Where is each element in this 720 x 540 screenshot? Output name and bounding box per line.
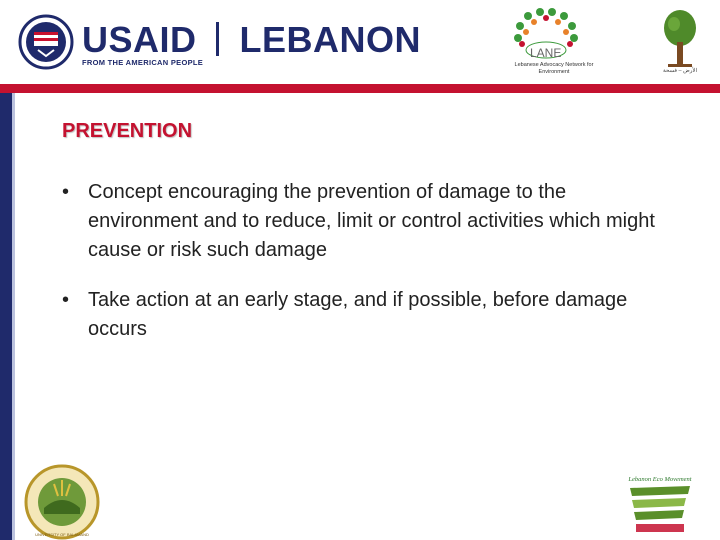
lane-subtitle: Lebanese Advocacy Network for Environment [514, 62, 594, 75]
header-red-bar [0, 84, 720, 93]
usaid-word: USAID [82, 19, 197, 60]
tree-logo-icon [656, 6, 704, 76]
bullet-text: Take action at an early stage, and if possible, before damage occurs [88, 289, 628, 340]
wordmark-separator [216, 22, 219, 56]
bullet-marker: • [62, 181, 70, 203]
bullet-item [62, 178, 662, 265]
bullet-text: Concept encouraging the prevention of damage to the environment and to reduce, limit or control activities which might cause or risk such damage [88, 181, 655, 261]
usaid-seal-icon [16, 14, 76, 70]
left-navy-bar [0, 93, 12, 540]
eco-movement-logo-icon [622, 472, 698, 538]
bullet-list [62, 178, 662, 365]
eco-movement-name: Lebanon Eco Movement [628, 476, 692, 483]
lebanon-word: LEBANON [239, 19, 422, 60]
bullet-item [62, 286, 662, 344]
slide-heading: PREVENTION [62, 120, 193, 142]
uob-name: UNIVERSITY OF BALAMAND [35, 532, 89, 537]
bullet-marker: • [62, 289, 70, 311]
left-bar-shadow [12, 93, 15, 540]
lane-name: LANE [530, 46, 562, 60]
usaid-lebanon-wordmark [82, 20, 421, 60]
header-band [0, 0, 720, 84]
university-of-balamand-seal-icon [22, 462, 102, 540]
usaid-tagline: FROM THE AMERICAN PEOPLE [82, 58, 204, 67]
tree-logo-subtitle: الأرض – فسحة [662, 68, 698, 74]
